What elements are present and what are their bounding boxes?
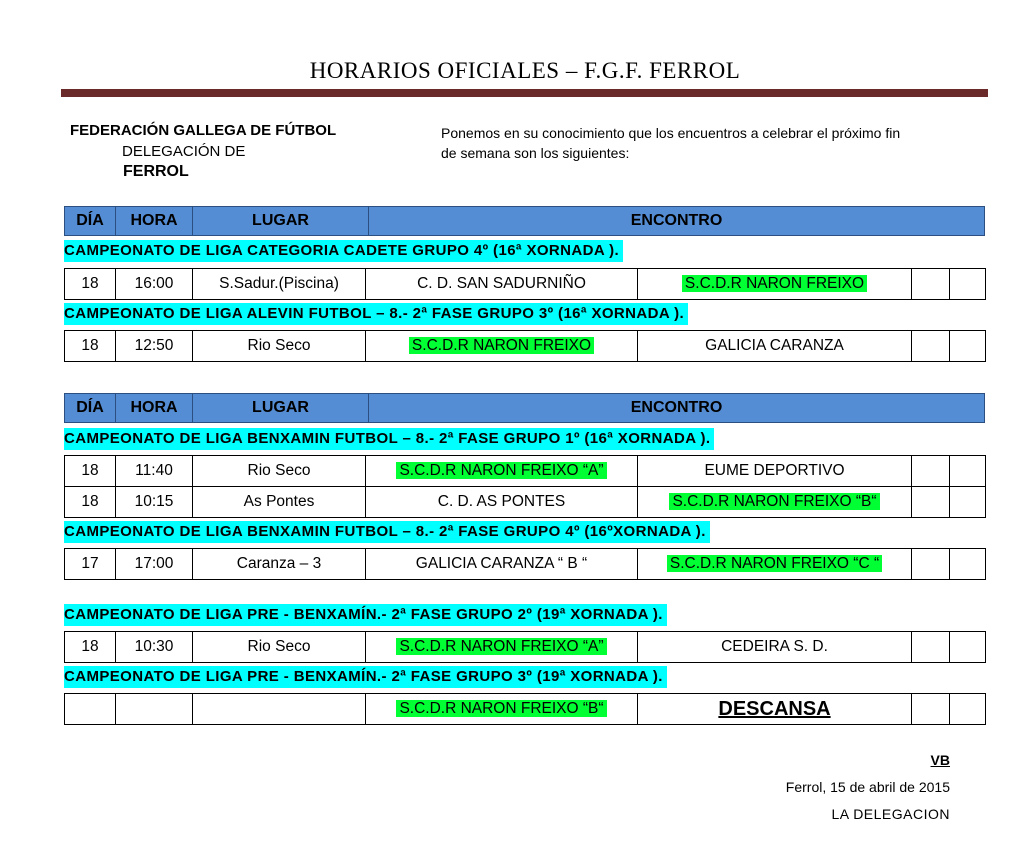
table-header	[64, 206, 985, 236]
header-encontro: ENCONTRO	[630, 212, 723, 229]
header-dia: DÍA	[65, 394, 116, 422]
table-row	[64, 693, 986, 725]
cell-local	[366, 549, 638, 579]
cell-visitante	[638, 549, 912, 579]
cell-dia: 18	[65, 632, 116, 662]
federation-city: FERROL	[123, 163, 189, 180]
team-name-highlighted: S.C.D.R NARON FREIXO “A”	[396, 462, 606, 479]
cell-hora: 12:50	[116, 331, 193, 361]
category-heading: CAMPEONATO DE LIGA PRE - BENXAMÍN.- 2ª FASE GRUPO 3º (19ª XORNADA ).	[64, 666, 667, 688]
cell-hora: 16:00	[116, 269, 193, 299]
category-heading: CAMPEONATO DE LIGA BENXAMIN FUTBOL – 8.- 2ª FASE GRUPO 4º (16ºXORNADA ).	[64, 521, 710, 543]
document-title: HORARIOS OFICIALES – F.G.F. FERROL	[309, 58, 741, 83]
table-row	[64, 455, 986, 487]
intro-text: Ponemos en su conocimiento que los encuentros a celebrar el próximo fin de semana son los siguientes:	[441, 125, 901, 161]
cell-lugar: Rio Seco	[193, 632, 366, 662]
cell-visitante	[638, 694, 912, 724]
cell-lugar: S.Sadur.(Piscina)	[193, 269, 366, 299]
team-name-highlighted: S.C.D.R NARON FREIXO “A”	[396, 638, 606, 655]
table-row	[64, 631, 986, 663]
cell-visitante	[638, 487, 912, 517]
table-header	[64, 393, 985, 423]
vb-mark: VB	[930, 752, 950, 768]
table-row	[64, 486, 986, 518]
cell-local	[366, 487, 638, 517]
cell-visitante	[638, 331, 912, 361]
signature-delegation: LA DELEGACION	[831, 806, 950, 822]
table-row	[64, 548, 986, 580]
cell-local	[366, 694, 638, 724]
cell-score-away	[950, 549, 985, 579]
cell-local	[366, 269, 638, 299]
cell-visitante	[638, 456, 912, 486]
cell-score-away	[950, 632, 985, 662]
cell-dia: 18	[65, 269, 116, 299]
cell-score-home	[912, 487, 950, 517]
header-encontro: ENCONTRO	[630, 399, 723, 416]
cell-local	[366, 331, 638, 361]
team-name-highlighted: S.C.D.R NARON FREIXO	[409, 337, 594, 354]
cell-score-away	[950, 694, 985, 724]
federation-name: FEDERACIÓN GALLEGA DE FÚTBOL	[70, 122, 337, 139]
cell-lugar: As Pontes	[193, 487, 366, 517]
team-name: EUME DEPORTIVO	[704, 462, 845, 479]
header-dia: DÍA	[65, 207, 116, 235]
cell-score-away	[950, 456, 985, 486]
header-lugar: LUGAR	[193, 394, 369, 422]
cell-dia: 18	[65, 456, 116, 486]
header-hora: HORA	[116, 394, 193, 422]
cell-lugar: Rio Seco	[193, 331, 366, 361]
table-row	[64, 330, 986, 362]
cell-score-away	[950, 487, 985, 517]
cell-score-home	[912, 331, 950, 361]
cell-dia: 17	[65, 549, 116, 579]
cell-score-away	[950, 331, 985, 361]
team-name: GALICIA CARANZA	[705, 337, 844, 354]
title-rule	[61, 89, 988, 97]
cell-local	[366, 632, 638, 662]
cell-score-home	[912, 694, 950, 724]
header-hora: HORA	[116, 207, 193, 235]
category-heading: CAMPEONATO DE LIGA CATEGORIA CADETE GRUPO 4º (16ª XORNADA ).	[64, 240, 623, 262]
cell-hora: 10:30	[116, 632, 193, 662]
team-name: CEDEIRA S. D.	[721, 638, 828, 655]
team-name-highlighted: S.C.D.R NARON FREIXO “B“	[396, 700, 606, 717]
team-name-highlighted: S.C.D.R NARON FREIXO “B“	[669, 493, 879, 510]
federation-delegation: DELEGACIÓN DE	[122, 143, 246, 160]
table-row	[64, 268, 986, 300]
team-name-highlighted: S.C.D.R NARON FREIXO	[682, 275, 867, 292]
document-date: Ferrol, 15 de abril de 2015	[785, 779, 950, 795]
cell-score-away	[950, 269, 985, 299]
cell-lugar: Caranza – 3	[193, 549, 366, 579]
cell-score-home	[912, 632, 950, 662]
rest-label: DESCANSA	[718, 698, 831, 720]
cell-dia: 18	[65, 487, 116, 517]
header-lugar: LUGAR	[193, 207, 369, 235]
team-name: GALICIA CARANZA “ B “	[415, 555, 588, 572]
cell-dia	[65, 694, 116, 724]
cell-score-home	[912, 456, 950, 486]
cell-hora: 11:40	[116, 456, 193, 486]
cell-hora: 10:15	[116, 487, 193, 517]
cell-visitante	[638, 632, 912, 662]
cell-score-home	[912, 269, 950, 299]
cell-lugar	[193, 694, 366, 724]
team-name: C. D. SAN SADURNIÑO	[417, 275, 586, 292]
cell-hora: 17:00	[116, 549, 193, 579]
cell-dia: 18	[65, 331, 116, 361]
team-name: C. D. AS PONTES	[437, 493, 566, 510]
cell-visitante	[638, 269, 912, 299]
cell-hora	[116, 694, 193, 724]
category-heading: CAMPEONATO DE LIGA ALEVIN FUTBOL – 8.- 2ª FASE GRUPO 3º (16ª XORNADA ).	[64, 303, 688, 325]
cell-lugar: Rio Seco	[193, 456, 366, 486]
cell-score-home	[912, 549, 950, 579]
cell-local	[366, 456, 638, 486]
team-name-highlighted: S.C.D.R NARON FREIXO “C “	[667, 555, 882, 572]
category-heading: CAMPEONATO DE LIGA BENXAMIN FUTBOL – 8.- 2ª FASE GRUPO 1º (16ª XORNADA ).	[64, 428, 714, 450]
category-heading: CAMPEONATO DE LIGA PRE - BENXAMÍN.- 2ª FASE GRUPO 2º (19ª XORNADA ).	[64, 604, 667, 626]
